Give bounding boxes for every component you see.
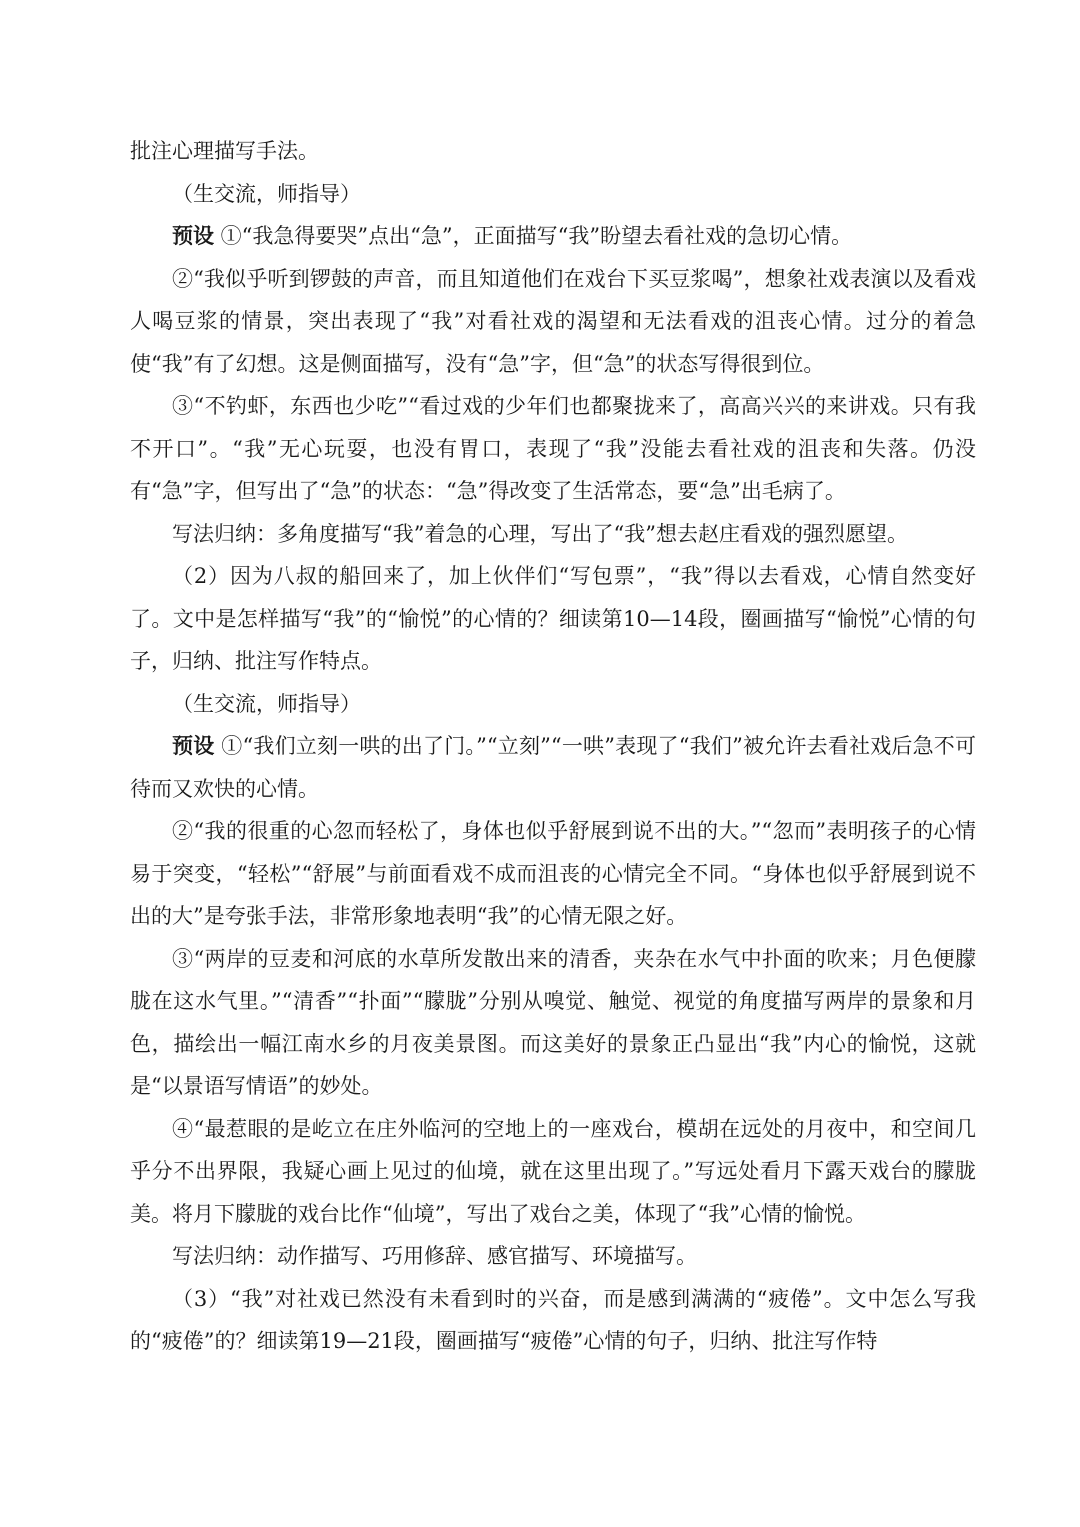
paragraph-point-2b: ②“我的很重的心忽而轻松了，身体也似乎舒展到说不出的大。”“忽而”表明孩子的心情易于突变，“轻松”“舒展”与前面看戏不成而沮丧的心情完全不同。“身体也似乎舒展到说不出的大”是夸张手法，非常形象地表明“我”的心情无限之好。 [130, 819, 976, 928]
paragraph-discussion-note: （生交流，师指导） [172, 181, 361, 206]
paragraph-point-3b: ③“两岸的豆麦和河底的水草所发散出来的清香，夹杂在水气中扑面的吹来；月色便朦胧在这水气里。”“清香”“扑面”“朦胧”分别从嗅觉、触觉、视觉的角度描写两岸的景象和月色，描绘出一幅江南水乡的月夜美景图。而这美好的景象正凸显出“我”内心的愉悦，这就是“以景语写情语”的妙处。 [130, 946, 976, 1098]
paragraph-preset-2: 预设 ①“我们立刻一哄的出了门。”“立刻”“一哄”表现了“我们”被允许去看社戏后急不可待而又欢快的心情。 [130, 733, 977, 801]
paragraph-question-3: （3）“我”对社戏已然没有未看到时的兴奋，而是感到满满的“疲倦”。文中怎么写我的“疲倦”的？细读第19—21段，圈画描写“疲倦”心情的句子，归纳、批注写作特 [130, 1286, 976, 1353]
paragraph-summary-2: 写法归纳：动作描写、巧用修辞、感官描写、环境描写。 [172, 1244, 697, 1268]
paragraph-point-4b: ④“最惹眼的是屹立在庄外临河的空地上的一座戏台，模胡在远处的月夜中，和空间几乎分不出界限，我疑心画上见过的仙境，就在这里出现了。”写远处看月下露天戏台的朦胧美。将月下朦胧的戏台比作“仙境”，写出了戏台之美，体现了“我”心情的愉悦。 [130, 1116, 976, 1226]
paragraph-continuation: 批注心理描写手法。 [130, 139, 319, 163]
document-body [130, 130, 976, 1363]
preset-label: 预设 [172, 223, 214, 248]
paragraph-preset-1: 预设 ①“我急得要哭”点出“急”，正面描写“我”盼望去看社戏的急切心情。 [172, 223, 853, 248]
paragraph-summary-1: 写法归纳：多角度描写“我”着急的心理，写出了“我”想去赵庄看戏的强烈愿望。 [172, 521, 908, 546]
paragraph-discussion-note-2: （生交流，师指导） [172, 691, 361, 716]
paragraph-point-3: ③“不钓虾，东西也少吃”“看过戏的少年们也都聚拢来了，高高兴兴的来讲戏。只有我不开口”。“我”无心玩耍，也没有胃口，表现了“我”没能去看社戏的沮丧和失落。仍没有“急”字，但写出了“急”的状态：“急”得改变了生活常态，要“急”出毛病了。 [130, 394, 976, 503]
paragraph-question-2: （2）因为八叔的船回来了，加上伙伴们“写包票”，“我”得以去看戏，心情自然变好了。文中是怎样描写“我”的“愉悦”的心情的？细读第10—14段，圈画描写“愉悦”心情的句子，归纳、批注写作特点。 [130, 564, 976, 673]
preset-label: 预设 [172, 733, 215, 758]
paragraph-point-2: ②“我似乎听到锣鼓的声音，而且知道他们在戏台下买豆浆喝”，想象社戏表演以及看戏人喝豆浆的情景，突出表现了“我”对看社戏的渴望和无法看戏的沮丧心情。过分的着急使“我”有了幻想。这是侧面描写，没有“急”字，但“急”的状态写得很到位。 [130, 266, 976, 376]
